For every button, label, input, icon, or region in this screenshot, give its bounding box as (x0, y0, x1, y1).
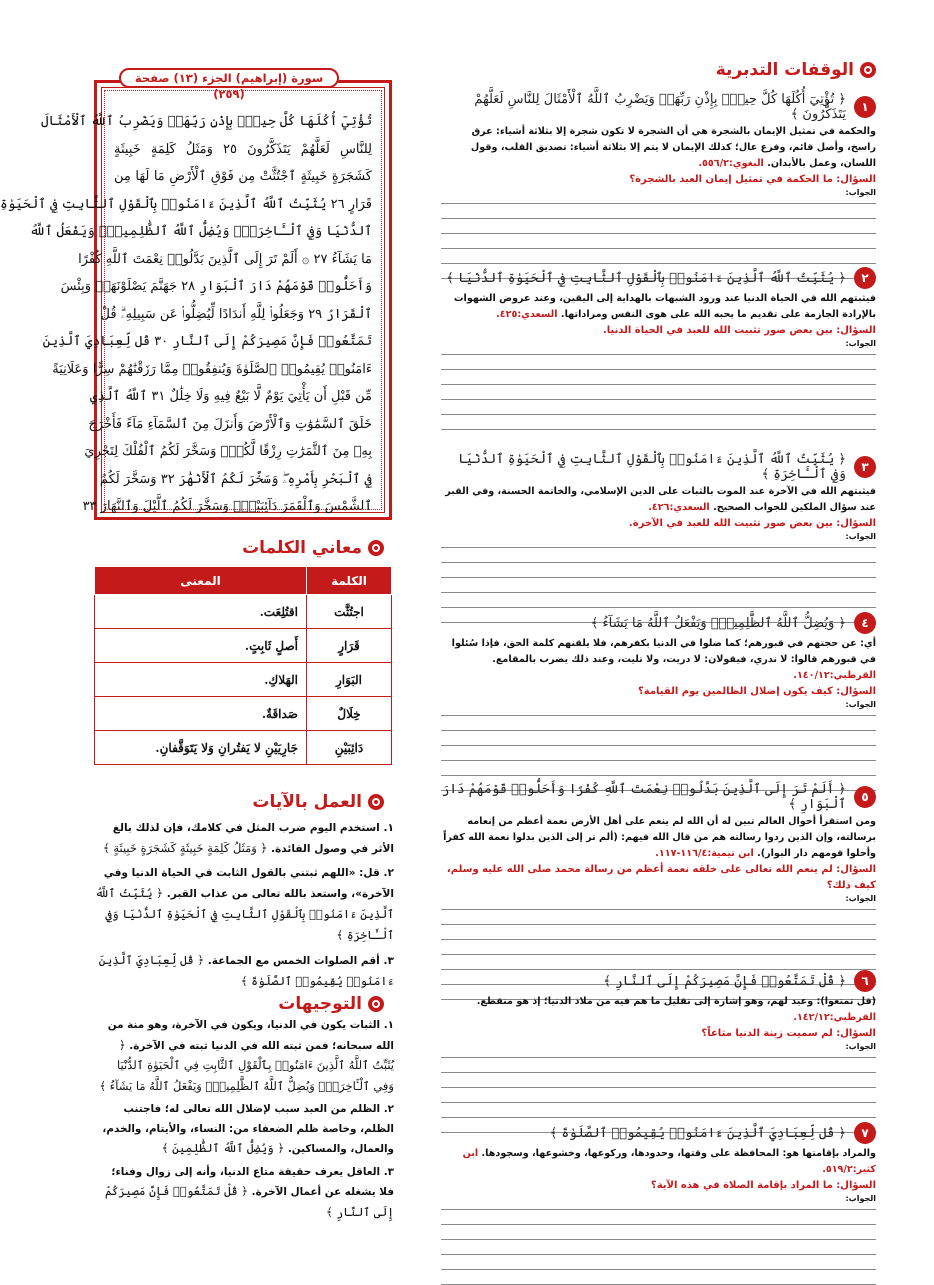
word-cell: خِلَالٌ (307, 697, 392, 731)
reflection-question: السؤال: لم سميت زينة الدنيا متاعاً؟ (701, 1028, 876, 1039)
answer-line[interactable] (441, 1073, 876, 1088)
reflection-ayah: ﴿ قُل لِّعِبَادِيَ ٱلَّذِينَ ءَامَنُوا۟ يُقِيمُوا۟ ٱلصَّلَوٰةَ ﴾ (549, 1125, 846, 1141)
reflection-number: ٣ (854, 456, 876, 478)
answer-line[interactable] (441, 940, 876, 955)
answer-line[interactable] (441, 716, 876, 731)
reflection-question: السؤال: كيف يكون إضلال الظالمين يوم القيامة؟ (637, 686, 876, 697)
reflection-source: القرطبي:١٤٢/١٢. (793, 1012, 876, 1023)
apply-item (94, 863, 394, 946)
mushaf-line: تَمَتَّعُوا۟ فَإِنَّ مَصِيرَكُمْ إِلَى ٱلنَّارِ ٣٠ قُل لِّعِبَادِيَ ٱلَّذِينَ (42, 334, 372, 349)
mushaf-line: ٱلشَّمْسَ وَٱلْقَمَرَ دَآئِبَيْنِۖ وَسَخَّرَ لَكُمُ ٱلَّيْلَ وَٱلنَّهَارَ ٣٣ (82, 499, 372, 514)
reflection-ayah: ﴿ يُثَبِّتُ ٱللَّهُ ٱلَّذِينَ ءَامَنُوا۟ بِٱلْقَوْلِ ٱلثَّابِتِ فِي ٱلْحَيَوٰةِ ٱلدُّنْيَا وَفِي ٱلْـَٔاخِرَةِ ﴾ (458, 452, 846, 482)
reflection-question: السؤال: لم ينعم الله تعالى على خلقه نعمة أعظم من رسالة محمد صلى الله عليه وسلم، كيف ذلك؟ (446, 864, 876, 891)
answer-line[interactable] (441, 925, 876, 940)
answer-lines[interactable] (441, 1052, 876, 1133)
mushaf-line: بِهِۦ مِنَ ٱلثَّمَرَٰتِ رِزْقًا لَّكُمْۖ وَسَخَّرَ لَكُمُ ٱلْفُلْكَ لِتَجْرِيَ (84, 444, 372, 459)
answer-label: الجواب: (845, 700, 876, 709)
reflection-source: ابن تيمية:١١٦/٤-١١٧. (655, 848, 754, 859)
reflection-ayah: ﴿ قُلْ تَمَتَّعُوا۟ فَإِنَّ مَصِيرَكُمْ إِلَى ٱلنَّارِ ﴾ (603, 973, 846, 989)
reflection-question: السؤال: ما المراد بإقامة الصلاة في هذه الآية؟ (650, 1180, 876, 1191)
reflection-number: ٥ (854, 786, 876, 808)
apply-verses-title (252, 792, 384, 812)
apply-item-text: ١. استخدم اليوم ضرب المثل في كلامك، فإن لذلك بالغ الأثر في وصول الفائدة. (112, 822, 394, 855)
word-row (95, 731, 392, 765)
answer-line[interactable] (441, 761, 876, 776)
answer-line[interactable] (441, 355, 876, 370)
reflection-source: القرطبي:١٤٠/١٢. (793, 670, 876, 681)
reflection-header (441, 267, 876, 289)
answer-line[interactable] (441, 249, 876, 264)
answer-line[interactable] (441, 400, 876, 415)
answer-line[interactable] (441, 1088, 876, 1103)
reflection-number: ٦ (854, 970, 876, 992)
mushaf-page-label: سورة (إبراهيم) الجزء (١٣) صفحة (٢٥٩) (119, 68, 339, 88)
guidance-item-text: ٣. العاقل يعرف حقيقة متاع الدنيا، وأنه إلى زوال وفناء؛ فلا يشغله عن أعمال الآخرة. (111, 1165, 394, 1198)
mushaf-frame (0, 80, 392, 520)
apply-item-quote: ﴿ وَمَثَلُ كَلِمَةٍ خَبِيثَةٍ كَشَجَرَةٍ خَبِيثَةٍ ﴾ (102, 841, 268, 855)
flower-ornament-icon (368, 794, 384, 810)
reflection-ayah: ﴿ تُؤْتِيٓ أُكُلَهَا كُلَّ حِينِۭ بِإِذْنِ رَبِّهَاۗ وَيَضْرِبُ ٱللَّهُ ٱلْأَمْثَالَ لِلنَّاسِ لَعَلَّهُمْ يَتَذَكَّرُونَ ﴾ (474, 92, 846, 122)
answer-line[interactable] (441, 1255, 876, 1270)
apply-item-quote: ﴿ قُل لِّعِبَادِيَ ٱلَّذِينَ ءَامَنُوا۟ يُقِيمُوا۟ ٱلصَّلَوٰةَ ﴾ (98, 953, 394, 988)
word-cell: البَوَارِ (307, 663, 392, 697)
reflection-number: ١ (854, 96, 876, 118)
reflection-header (441, 452, 876, 482)
answer-line[interactable] (441, 955, 876, 970)
guidance-item (94, 1100, 394, 1160)
mushaf-line: قَرَارٍ ٢٦ يُثَبِّتُ ٱللَّهُ ٱلَّذِينَ ءَامَنُوا۟ بِٱلْقَوْلِ ٱلثَّابِتِ فِي ٱلْحَيَوٰةِ (0, 196, 372, 212)
reflection-header (441, 782, 876, 812)
guidance-list (94, 1016, 394, 1226)
reflection-header (441, 612, 876, 634)
meaning-cell: الهَلاكِ. (95, 663, 307, 697)
mushaf-line: كَشَجَرَةٍ خَبِيثَةٍ ٱجْتُثَّتْ مِن فَوْقِ ٱلْأَرْضِ مَا لَهَا مِن (114, 169, 372, 184)
answer-line[interactable] (441, 1210, 876, 1225)
answer-label: الجواب: (845, 532, 876, 541)
word-cell: اجتُثَّت (307, 595, 392, 629)
reflection-ayah: ﴿ وَيُضِلُّ ٱللَّهُ ٱلظَّٰلِمِينَۚ وَيَفْعَلُ ٱللَّهُ مَا يَشَآءُ ﴾ (590, 615, 846, 631)
answer-line[interactable] (441, 731, 876, 746)
answer-label: الجواب: (845, 339, 876, 348)
answer-line[interactable] (441, 370, 876, 385)
apply-item (94, 818, 394, 859)
answer-line[interactable] (441, 1240, 876, 1255)
guidance-item-quote: ﴿ وَيُضِلُّ ٱللَّهُ ٱلظَّٰلِمِينَ ﴾ (161, 1141, 285, 1155)
reflection-number: ٧ (854, 1122, 876, 1144)
reflection-explanation (441, 124, 876, 172)
meaning-cell: اقتُلِعَت. (95, 595, 307, 629)
guidance-item-quote: ﴿ قُلْ تَمَتَّعُوا۟ فَإِنَّ مَصِيرَكُمْ إِلَى ٱلنَّارِ ﴾ (105, 1184, 394, 1219)
apply-verses-title-text: العمل بالآيات (252, 792, 362, 812)
word-meanings-table (94, 566, 392, 765)
reflection-explanation-text: (قل تمتعوا): وعيد لهم، وهو إشارة إلى تقليل ما هم فيه من ملاذ الدنيا؛ إذ هو منقطع. (476, 996, 876, 1007)
reflection-item (441, 612, 876, 791)
reflection-ayah: ﴿ أَلَمْ تَرَ إِلَى ٱلَّذِينَ بَدَّلُوا۟ نِعْمَتَ ٱللَّهِ كُفْرًا وَأَحَلُّوا۟ قَوْمَهُمْ دَارَ ٱلْبَوَارِ ﴾ (441, 782, 846, 812)
reflection-header (441, 92, 876, 122)
reflection-header (441, 1122, 876, 1144)
reflection-item (441, 782, 876, 1000)
word-row (95, 697, 392, 731)
mushaf-line: ٱلْقَرَارُ ٢٩ وَجَعَلُوا۟ لِلَّهِ أَندَادًا لِّيُضِلُّوا۟ عَن سَبِيلِهِۦۗ قُلْ (100, 306, 372, 322)
reflection-number: ٢ (854, 267, 876, 289)
answer-line[interactable] (441, 593, 876, 608)
mushaf-line: لِلنَّاسِ لَعَلَّهُمْ يَتَذَكَّرُونَ ٢٥ وَمَثَلُ كَلِمَةٍ خَبِيثَةٍ (114, 141, 372, 157)
reflection-explanation (441, 1146, 876, 1178)
mushaf-line: تُؤْتِيٓ أُكُلَهَا كُلَّ حِينِۭ بِإِذْنِ رَبِّهَاۗ وَيَضْرِبُ ٱللَّهُ ٱلْأَمْثَالَ (40, 114, 372, 129)
mushaf-line: مَا يَشَآءُ ٢٧ ۞ أَلَمْ تَرَ إِلَى ٱلَّذِينَ بَدَّلُوا۟ نِعْمَتَ ٱللَّهِ كُفْرًا (78, 251, 372, 267)
flower-ornament-icon (368, 996, 384, 1012)
reflections-title-text: الوقفات التدبرية (715, 60, 854, 80)
word-cell: دَائِبَيْنِ (307, 731, 392, 765)
reflection-source: البغوي:٥٥٦/٢. (698, 158, 764, 169)
reflection-explanation (441, 994, 876, 1026)
guidance-item-quote: ﴿ يُثَبِّتُ ٱللَّهُ ٱلَّذِينَ ءَامَنُوا۟ بِٱلْقَوْلِ ٱلثَّابِتِ فِي ٱلْحَيَوٰةِ ٱلدُّنْيَا وَفِي ٱلْـَٔاخِرَةِۖ وَيُضِلُّ ٱللَّهُ ٱلظَّٰلِمِينَۚ وَيَفْعَلُ ٱللَّهُ مَا يَشَآءُ ﴾ (99, 1037, 394, 1093)
answer-lines[interactable] (441, 1204, 876, 1285)
guidance-item-text: ١. الثبات يكون في الدنيا، ويكون في الآخرة، وهو منة من الله سبحانه؛ فمن ثبته الله في الدنيا ثبته في الآخرة. (107, 1019, 394, 1052)
answer-line[interactable] (441, 1103, 876, 1118)
apply-item-quote: ﴿ يُثَبِّتُ ٱللَّهُ ٱلَّذِينَ ءَامَنُوا۟ بِٱلْقَوْلِ ٱلثَّابِتِ فِي ٱلْحَيَوٰةِ ٱلدُّنْيَا وَفِي ٱلْـَٔاخِرَةِ ﴾ (95, 886, 394, 942)
reflection-explanation-text: ومن استقرأ أحوال العالم تبين له أن الله لم ينعم على أهل الأرض نعمة أعظم من إنعامه برسالته، وإن الذين ردوا رسالته هم من قال الله فيهم: (ألم تر إلى الذين بدلوا نعمة الله كفراً وأحلوا قومهم دار البوار). (443, 816, 876, 859)
word-row (95, 663, 392, 697)
column-header-word: الكلمة (307, 567, 392, 595)
mushaf-line: مِّن قَبْلِ أَن يَأْتِيَ يَوْمٌ لَّا بَيْعٌ فِيهِ وَلَا خِلَٰلٌ ٣١ ٱللَّهُ ٱلَّذِي (89, 389, 372, 404)
answer-line[interactable] (441, 910, 876, 925)
answer-label: الجواب: (845, 1194, 876, 1203)
guidance-title (278, 994, 384, 1014)
meaning-cell: أَصلٍ ثَابِتٍ. (95, 629, 307, 663)
reflection-explanation-text: فيثبتهم الله في الحياة الدنيا عند ورود الشبهات بالهداية إلى اليقين، وعند عروض الشهوات بالإرادة الجازمة على تقديم ما يحبه الله على هوى النفس ومراداتها. (453, 293, 876, 320)
reflection-explanation (441, 814, 876, 862)
guidance-item (94, 1016, 394, 1097)
word-row (95, 629, 392, 663)
reflection-explanation (441, 484, 876, 516)
flower-ornament-icon (860, 62, 876, 78)
reflection-item (441, 267, 876, 430)
reflection-item (441, 970, 876, 1133)
answer-line[interactable] (441, 563, 876, 578)
guidance-item-text: ٢. الظلم من العبد سبب لإضلال الله تعالى له؛ فاجتنب الظلم، وخاصة ظلم الضعفاء من: النساء، والأيتام، والخدم، والعمال، والمساكين. (102, 1103, 394, 1155)
answer-lines[interactable] (441, 710, 876, 791)
answer-line[interactable] (441, 746, 876, 761)
reflection-header (441, 970, 876, 992)
reflection-item (441, 1122, 876, 1285)
reflection-explanation-text: فيثبتهم الله في الآخرة عند الموت بالثبات على الدين الإسلامي، والخاتمة الحسنة، وفي القبر عند سؤال الملكين للجواب الصحيح. (445, 486, 876, 513)
reflection-explanation (441, 636, 876, 684)
reflection-item (441, 92, 876, 279)
mushaf-line: ٱلدُّنْيَا وَفِي ٱلْـَٔاخِرَةِۖ وَيُضِلُّ ٱللَّهُ ٱلظَّٰلِمِينَۚ وَيَفْعَلُ ٱللَّهُ (29, 224, 372, 239)
reflection-ayah: ﴿ يُثَبِّتُ ٱللَّهُ ٱلَّذِينَ ءَامَنُوا۟ بِٱلْقَوْلِ ٱلثَّابِتِ فِي ٱلْحَيَوٰةِ ٱلدُّنْيَا ﴾ (446, 270, 846, 286)
answer-line[interactable] (441, 234, 876, 249)
word-meanings-title-text: معاني الكلمات (242, 538, 362, 558)
mushaf-line: خَلَقَ ٱلسَّمَٰوَٰتِ وَٱلْأَرْضَ وَأَنزَلَ مِنَ ٱلسَّمَآءِ مَآءً فَأَخْرَجَ (88, 416, 372, 432)
reflection-question: السؤال: بين بعض صور تثبيت الله للعبد في الحياة الدنيا. (602, 325, 876, 336)
answer-line[interactable] (441, 1058, 876, 1073)
answer-lines[interactable] (441, 349, 876, 430)
answer-label: الجواب: (845, 188, 876, 197)
reflection-explanation-text: والمراد بإقامتها هو: المحافظة على وقتها، وحدودها، وركوعها، وخشوعها، وسجودها. (481, 1148, 876, 1159)
reflection-explanation-text: والحكمة في تمثيل الإيمان بالشجرة هي أن الشجرة لا تكون شجرة إلا بثلاثة أشياء: عرق راسخ، وأصل قائم، وفرع عال؛ كذلك الإيمان لا يتم إلا بثلاثة أشياء: تصديق القلب، وقول اللسان، وعمل بالأبدان. (470, 126, 876, 169)
apply-item (94, 950, 394, 992)
reflection-question: السؤال: ما الحكمة في تمثيل إيمان العبد بالشجرة؟ (629, 174, 876, 185)
reflection-explanation-text: أي: عن حجتهم في قبورهم؛ كما ضلوا في الدنيا بكفرهم، فلا يلقنهم كلمة الحق، فإذا سُئلوا في قبورهم قالوا: لا ندري، فيقولان: لا دريت، ولا تليت، وعند ذلك يضرب بالمقامع. (451, 638, 876, 665)
reflection-source: السعدي:٤٢٦. (648, 502, 710, 513)
answer-label: الجواب: (845, 894, 876, 903)
reflection-question: السؤال: بين بعض صور تثبيت الله للعبد في الآخرة. (628, 518, 876, 529)
reflections-column (441, 60, 876, 1203)
answer-line[interactable] (441, 1225, 876, 1240)
answer-line[interactable] (441, 385, 876, 400)
apply-item-text: ٣. أقم الصلوات الخمس مع الجماعة. (207, 955, 394, 967)
apply-verses-list (94, 818, 394, 996)
answer-line[interactable] (441, 415, 876, 430)
reflections-title (441, 60, 876, 80)
apply-item-text: ٢. قل: «اللهم ثبتني بالقول الثابت في الحياة الدنيا وفي الآخرة»، واستعذ بالله تعالى من عذاب القبر. (103, 867, 394, 900)
answer-line[interactable] (441, 578, 876, 593)
reflection-source: ابن كثير:٥١٩/٢. (462, 1148, 876, 1175)
guidance-title-text: التوجيهات (278, 994, 362, 1014)
answer-line[interactable] (441, 1270, 876, 1285)
guidance-item (94, 1163, 394, 1224)
meaning-cell: صَداقَةٌ. (95, 697, 307, 731)
flower-ornament-icon (368, 540, 384, 556)
meaning-cell: جَارِيَيْنِ لا يَفتُرانِ وَلا يَتَوَقَّفانِ. (95, 731, 307, 765)
reflection-source: السعدي:٤٢٥. (496, 309, 558, 320)
answer-lines[interactable] (441, 542, 876, 623)
answer-line[interactable] (441, 548, 876, 563)
mushaf-line: فِي ٱلْبَحْرِ بِأَمْرِهِۦۖ وَسَخَّرَ لَكُمُ ٱلْأَنْهَٰرَ ٣٢ وَسَخَّرَ لَكُمُ (99, 471, 372, 487)
answer-label: الجواب: (845, 1042, 876, 1051)
mushaf-line: ءَامَنُوا۟ يُقِيمُوا۟ ٱلصَّلَوٰةَ وَيُنفِقُوا۟ مِمَّا رَزَقْنَٰهُمْ سِرًّا وَعَلَانِيَةً (52, 361, 372, 377)
reflection-explanation (441, 291, 876, 323)
word-cell: قَرَارٍ (307, 629, 392, 663)
answer-line[interactable] (441, 219, 876, 234)
mushaf-text (0, 87, 385, 514)
mushaf-line: وَأَحَلُّوا۟ قَوْمَهُمْ دَارَ ٱلْبَوَارِ ٢٨ جَهَنَّمَ يَصْلَوْنَهَاۖ وَبِئْسَ (60, 279, 372, 294)
column-header-meaning: المعنى (95, 567, 307, 595)
reflection-number: ٤ (854, 612, 876, 634)
word-meanings-title (242, 538, 384, 558)
reflection-item (441, 452, 876, 623)
answer-line[interactable] (441, 204, 876, 219)
word-row (95, 595, 392, 629)
